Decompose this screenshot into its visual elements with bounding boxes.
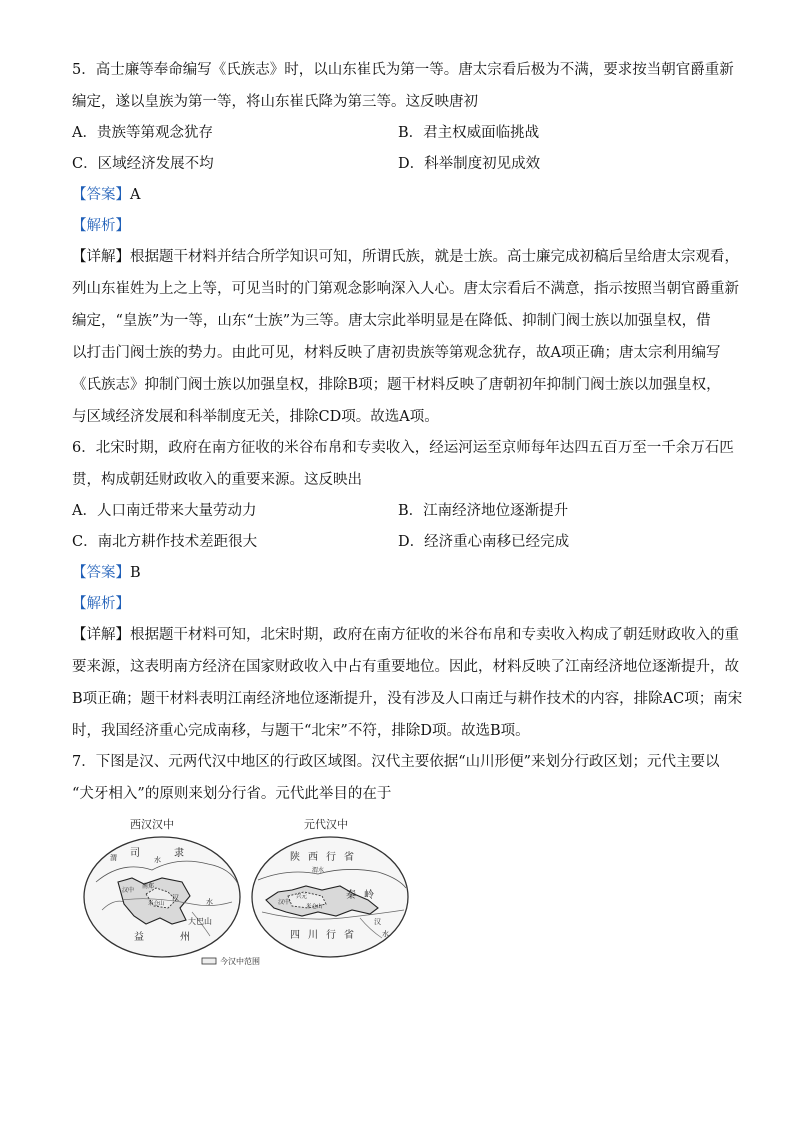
question-5-line-2: 编定，遂以皇族为第一等，将山东崔氏降为第三等。这反映唐初 bbox=[72, 94, 478, 110]
right-map-label: 川 bbox=[308, 930, 318, 941]
q5-detail-line: 《氏族志》抑制门阀士族以加强皇权，排除B项；题干材料反映了唐朝初年抑制门阀士族以加强皇权， bbox=[72, 377, 721, 393]
q6-answer bbox=[72, 563, 724, 583]
q6-detail bbox=[72, 625, 743, 741]
left-map-label: 司 bbox=[130, 848, 140, 859]
left-map-label: 水 bbox=[154, 856, 161, 864]
q6-detail-line: 【详解】根据题干材料可知，北宋时期，政府在南方征收的米谷布帛和专卖收入构成了朝廷财政收入的重 bbox=[72, 627, 739, 643]
left-map-label: 隶 bbox=[174, 848, 184, 859]
q5-answer bbox=[72, 185, 724, 205]
q5-detail-line: 列山东崔姓为上之上等，可见当时的门第观念影响深入人心。唐太宗看后不满意，指示按照当朝官爵重新 bbox=[72, 281, 739, 297]
map-legend bbox=[202, 956, 260, 966]
right-map bbox=[252, 837, 408, 957]
question-6-options-row-1 bbox=[72, 501, 724, 521]
question-6-options-row-2 bbox=[72, 532, 724, 552]
left-map-label: 渭 bbox=[110, 854, 117, 862]
hanzhong-maps-figure bbox=[82, 812, 422, 970]
right-map-label: 行 bbox=[326, 930, 336, 941]
right-map-label: 岭 bbox=[364, 890, 374, 901]
right-map-label: 西 bbox=[308, 852, 318, 863]
left-map-label: 汉中 bbox=[122, 887, 135, 894]
q5-detail bbox=[72, 247, 739, 427]
q6-option-b[interactable]: B．江南经济地位逐渐提升 bbox=[398, 503, 569, 519]
left-map-label: 益 bbox=[134, 932, 144, 943]
left-map-title: 西汉汉中 bbox=[130, 818, 174, 831]
left-map-label: 水 bbox=[206, 898, 213, 906]
q5-detail-line: 编定，“皇族”为一等，山东“士族”为三等。唐太宗此举明显是在降低、抑制门阀士族以加强皇权，借 bbox=[72, 313, 711, 329]
right-map-label: 水 bbox=[382, 930, 389, 938]
q5-detail-line: 以打击门阀士族的势力。由此可见，材料反映了唐初贵族等第观念犹存，故A项正确；唐太宗利用编写 bbox=[72, 345, 721, 361]
left-map-label: 米仓山 bbox=[148, 901, 165, 907]
question-5-options-row-2 bbox=[72, 154, 724, 174]
right-map-label: 渭水 bbox=[312, 867, 325, 874]
map-legend-label: 今汉中范围 bbox=[220, 957, 260, 966]
right-map-label: 汉中 bbox=[278, 899, 291, 906]
right-map-label: 米仓山 bbox=[306, 904, 323, 910]
right-map-label: 省 bbox=[344, 930, 354, 941]
q5-option-d[interactable]: D．科举制度初见成效 bbox=[398, 156, 541, 172]
left-map-label: 汉 bbox=[172, 894, 179, 902]
document-page bbox=[72, 60, 743, 804]
q6-answer-value: B bbox=[130, 565, 141, 581]
q6-detail-line: B项正确；题干材料表明江南经济地位逐渐提升，没有涉及人口南迁与耕作技术的内容，排除AC项；南宋 bbox=[72, 691, 743, 707]
q6-option-d[interactable]: D．经济重心南移已经完成 bbox=[398, 534, 570, 550]
left-map-label: 南郑 bbox=[142, 883, 155, 890]
q5-analysis-tag: 【解析】 bbox=[72, 218, 130, 234]
question-5-line-1: 5．高士廉等奉命编写《氏族志》时，以山东崔氏为第一等。唐太宗看后极为不满，要求按当朝官爵重新 bbox=[72, 62, 734, 78]
q5-option-b[interactable]: B．君主权威面临挑战 bbox=[398, 125, 540, 141]
q5-detail-line: 与区域经济发展和科举制度无关，排除CD项。故选A项。 bbox=[72, 409, 439, 425]
q5-detail-line: 【详解】根据题干材料并结合所学知识可知，所谓氏族，就是士族。高士廉完成初稿后呈给唐太宗观看， bbox=[72, 249, 739, 265]
q5-option-a[interactable]: A．贵族等第观念犹存 bbox=[72, 125, 213, 141]
left-map-label: 州 bbox=[180, 932, 190, 943]
q5-answer-value: A bbox=[130, 187, 141, 203]
right-map-label: 汉 bbox=[374, 918, 381, 926]
left-map-label: 大巴山 bbox=[188, 917, 212, 926]
question-7-line-2: “犬牙相入”的原则来划分行省。元代此举目的在于 bbox=[72, 786, 392, 802]
q5-answer-tag: 【答案】 bbox=[72, 187, 130, 203]
maps-svg bbox=[82, 812, 422, 970]
q6-option-a[interactable]: A．人口南迁带来大量劳动力 bbox=[72, 503, 257, 519]
q6-detail-line: 要来源，这表明南方经济在国家财政收入中占有重要地位。因此，材料反映了江南经济地位逐渐提升，故 bbox=[72, 659, 739, 675]
q6-answer-tag: 【答案】 bbox=[72, 565, 130, 581]
right-map-label: 省 bbox=[344, 852, 354, 863]
right-map-label: 陕 bbox=[290, 852, 300, 863]
q6-detail-line: 时，我国经济重心完成南移，与题干“北宋”不符，排除D项。故选B项。 bbox=[72, 723, 530, 739]
right-map-label: 四 bbox=[290, 930, 300, 941]
right-map-label: 兴元 bbox=[296, 894, 308, 900]
q5-option-c[interactable]: C．区域经济发展不均 bbox=[72, 156, 214, 172]
question-5-options-row-1 bbox=[72, 123, 724, 143]
right-map-title: 元代汉中 bbox=[304, 818, 348, 831]
right-map-label: 秦 bbox=[346, 890, 356, 901]
question-7-line-1: 7．下图是汉、元两代汉中地区的行政区域图。汉代主要依据“山川形便”来划分行政区划；元代主要以 bbox=[72, 754, 720, 770]
question-6-line-2: 贯，构成朝廷财政收入的重要来源。这反映出 bbox=[72, 472, 362, 488]
right-map-label: 行 bbox=[326, 852, 336, 863]
left-map bbox=[84, 837, 240, 957]
question-6-line-1: 6．北宋时期，政府在南方征收的米谷布帛和专卖收入，经运河运至京师每年达四五百万至一千余万石匹 bbox=[72, 440, 734, 456]
q6-option-c[interactable]: C．南北方耕作技术差距很大 bbox=[72, 534, 258, 550]
q6-analysis-tag: 【解析】 bbox=[72, 596, 130, 612]
